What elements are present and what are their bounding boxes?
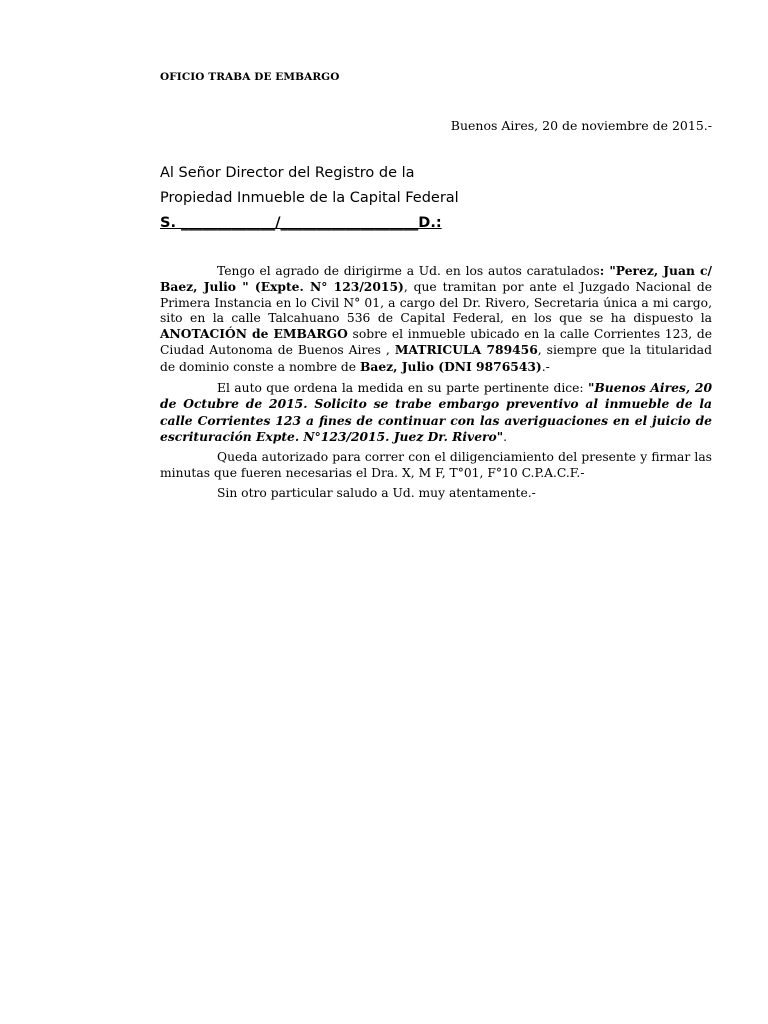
p1-text-2: , que tramitan por ante el Juzgado Nacional de Primera Instancia en lo Civil N° 01, a cargo del Dr. Rivero, Secretaria única a mi cargo, sito en la calle Talcahuano 536 de Capital Federal, en los que se ha dispuesto la: [160, 280, 712, 325]
addressee-line-2: Propiedad Inmueble de la Capital Federal: [160, 190, 459, 206]
paragraph-3: Queda autorizado para correr con el diligenciamiento del presente y firmar las minutas que fueren necesarias el Dra. X, M F, T°01, F°10 C.P.A.C.F.-: [160, 450, 712, 480]
p1-text-4: , siempre que la titularidad de dominio conste a nombre de: [160, 343, 713, 374]
p1-text-5: .-: [541, 359, 550, 374]
p1-case-caption: : "Perez, Juan c/ Baez, Julio " (Expte. N° 123/2015): [160, 263, 712, 295]
p1-annotation-type: ANOTACIÓN de EMBARGO: [160, 326, 348, 342]
paragraph-4: Sin otro particular saludo a Ud. muy atentamente.-: [217, 485, 536, 500]
addressee-block: [160, 163, 459, 238]
p1-text-3: sobre el inmueble ubicado en la calle Corrientes 123, de Ciudad Autonoma de Buenos Aires ,: [160, 327, 712, 358]
p1-text-1: Tengo el agrado de dirigirme a Ud. en los autos caratulados: [217, 264, 600, 278]
paragraph-2: [160, 380, 712, 445]
p2-court-order-quote: "Buenos Aires, 20 de Octubre de 2015. Solicito se trabe embargo preventivo al inmueble de la calle Corrientes 123 a fines de continuar con las averiguaciones en el juicio de escrituración Expte. N°123/2015. Juez Dr. Rivero": [160, 380, 712, 444]
p1-registration-number: MATRICULA 789456: [394, 342, 538, 358]
document-title: OFICIO TRABA DE EMBARGO: [160, 71, 340, 83]
addressee-line-1: Al Señor Director del Registro de la: [160, 165, 415, 181]
p2-text-2: .: [503, 429, 508, 444]
p2-text-1: El auto que ordena la medida en su parte pertinente dice:: [217, 381, 588, 396]
addressee-salutation-line: S. _____________/___________________D.:: [160, 215, 442, 231]
letter-body: [160, 263, 712, 506]
p1-owner-name: Baez, Julio (DNI 9876543): [359, 358, 542, 374]
paragraph-1: [160, 263, 712, 375]
date-line: Buenos Aires, 20 de noviembre de 2015.-: [450, 118, 712, 133]
